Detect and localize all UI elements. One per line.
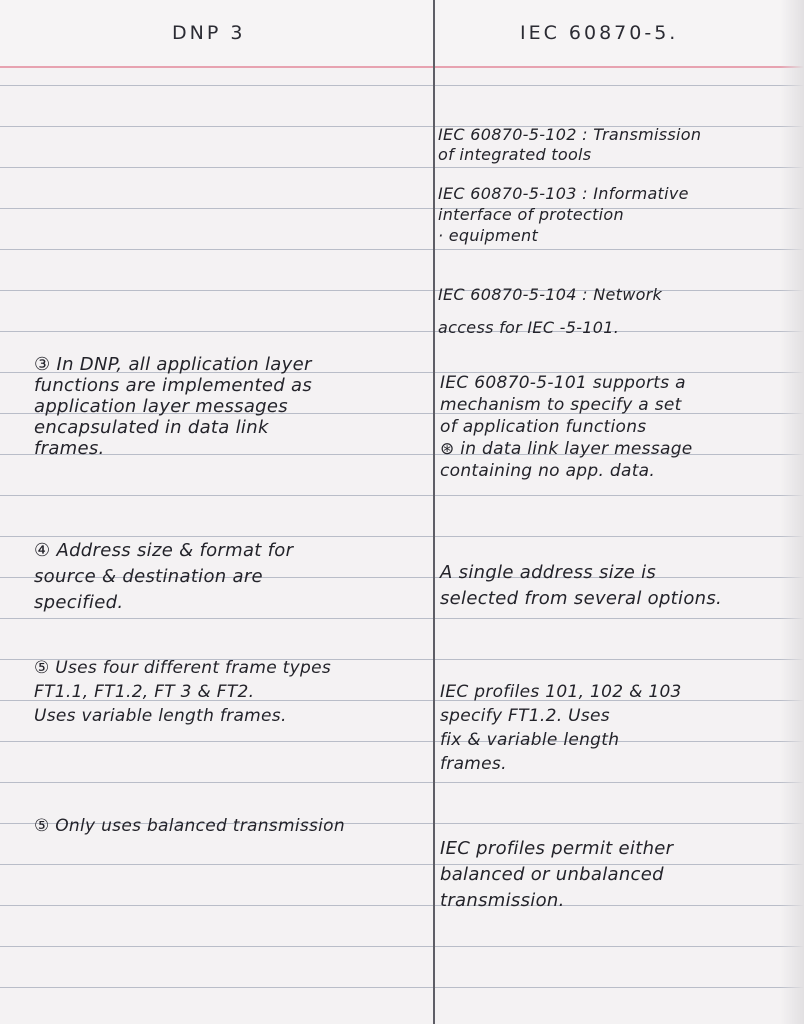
- dnp-point-address-size: ④ Address size & format for source & destination are specified.: [34, 540, 294, 613]
- dnp-point-frame-types: ⑤ Uses four different frame types FT1.1, FT1.2, FT 3 & FT2. Uses variable length frames.: [34, 658, 331, 726]
- iec-point-transmission: IEC profiles permit either balanced or unbalanced transmission.: [440, 838, 674, 911]
- iec-part-104-note: IEC 60870-5-104 : Network access for IEC -5-101.: [438, 285, 663, 337]
- iec-part-103-note: IEC 60870-5-103 : Informative interface of protection · equipment: [438, 184, 689, 245]
- column-heading-iec60870: IEC 60870-5.: [520, 22, 679, 44]
- dnp-point-transmission: ⑤ Only uses balanced transmission: [34, 816, 345, 836]
- column-heading-dnp3: DNP 3: [172, 22, 246, 44]
- dnp-point-application-layer: ③ In DNP, all application layer functions are implemented as application layer messages encapsulated in data link frames.: [34, 354, 312, 459]
- column-divider: [433, 0, 435, 1024]
- iec-point-address-size: A single address size is selected from several options.: [440, 562, 723, 609]
- header-band: [0, 0, 804, 68]
- iec-part-102-note: IEC 60870-5-102 : Transmission of integrated tools: [438, 125, 702, 164]
- iec-point-frame-types: IEC profiles 101, 102 & 103 specify FT1.2. Uses fix & variable length frames.: [440, 682, 682, 774]
- iec-point-application-functions: IEC 60870-5-101 supports a mechanism to specify a set of application functions ⊛ in data link layer message containing no app. data.: [440, 373, 693, 481]
